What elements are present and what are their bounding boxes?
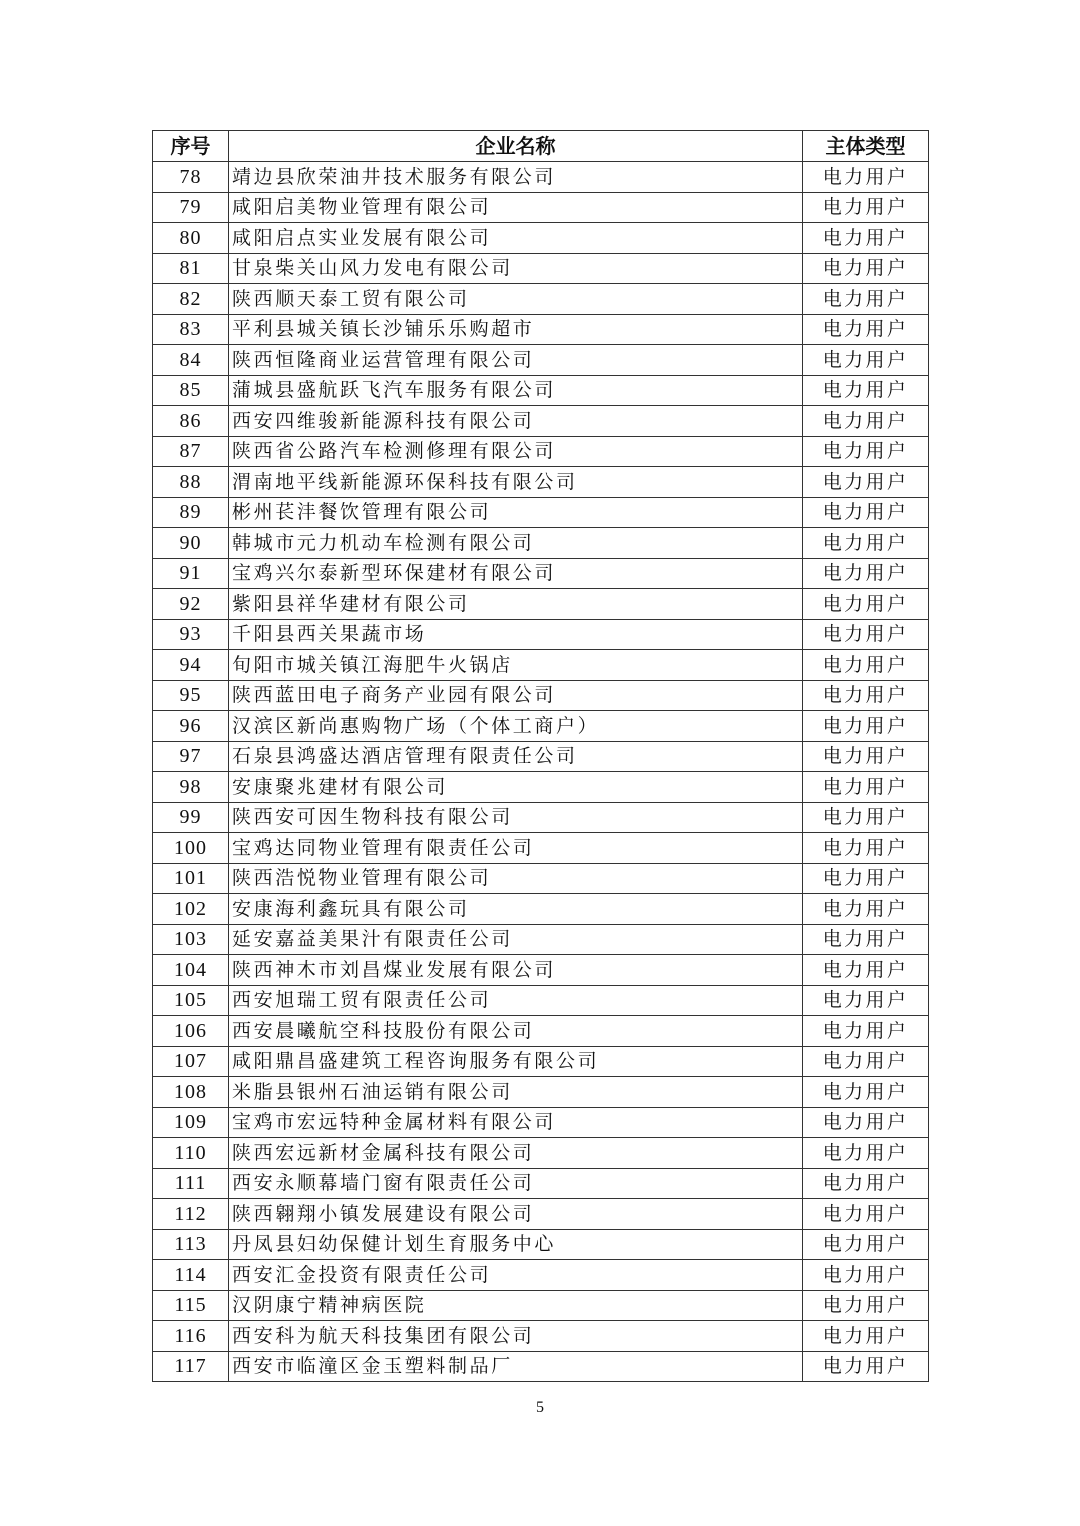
entity-type-cell: 电力用户 bbox=[803, 1229, 929, 1260]
entity-type-cell: 电力用户 bbox=[803, 253, 929, 284]
entity-type-cell: 电力用户 bbox=[803, 863, 929, 894]
serial-number-cell: 81 bbox=[153, 253, 229, 284]
entity-type-cell: 电力用户 bbox=[803, 955, 929, 986]
table-row bbox=[153, 1138, 929, 1169]
entity-type-cell: 电力用户 bbox=[803, 345, 929, 376]
serial-number-cell: 94 bbox=[153, 650, 229, 681]
entity-type-cell: 电力用户 bbox=[803, 284, 929, 315]
entity-type-cell: 电力用户 bbox=[803, 528, 929, 559]
serial-number-cell: 117 bbox=[153, 1351, 229, 1382]
serial-number-cell: 107 bbox=[153, 1046, 229, 1077]
entity-type-cell: 电力用户 bbox=[803, 1107, 929, 1138]
enterprise-name-cell: 西安旭瑞工贸有限责任公司 bbox=[229, 985, 803, 1016]
serial-number-cell: 78 bbox=[153, 162, 229, 193]
serial-number-cell: 84 bbox=[153, 345, 229, 376]
entity-type-cell: 电力用户 bbox=[803, 467, 929, 498]
serial-number-cell: 116 bbox=[153, 1321, 229, 1352]
enterprise-name-cell: 延安嘉益美果汁有限责任公司 bbox=[229, 924, 803, 955]
enterprise-name-cell: 宝鸡达同物业管理有限责任公司 bbox=[229, 833, 803, 864]
enterprise-name-cell: 紫阳县祥华建材有限公司 bbox=[229, 589, 803, 620]
entity-type-cell: 电力用户 bbox=[803, 589, 929, 620]
entity-type-cell: 电力用户 bbox=[803, 406, 929, 437]
entity-type-cell: 电力用户 bbox=[803, 711, 929, 742]
enterprise-name-cell: 韩城市元力机动车检测有限公司 bbox=[229, 528, 803, 559]
serial-number-cell: 100 bbox=[153, 833, 229, 864]
page-number: 5 bbox=[536, 1399, 544, 1416]
enterprise-name-cell: 石泉县鸿盛达酒店管理有限责任公司 bbox=[229, 741, 803, 772]
serial-number-cell: 115 bbox=[153, 1290, 229, 1321]
entity-type-cell: 电力用户 bbox=[803, 924, 929, 955]
enterprise-name-cell: 咸阳启美物业管理有限公司 bbox=[229, 192, 803, 223]
table-row bbox=[153, 1290, 929, 1321]
serial-number-cell: 82 bbox=[153, 284, 229, 315]
table-row bbox=[153, 497, 929, 528]
table-row bbox=[153, 863, 929, 894]
table-row bbox=[153, 467, 929, 498]
entity-type-cell: 电力用户 bbox=[803, 650, 929, 681]
enterprise-name-cell: 陕西宏远新材金属科技有限公司 bbox=[229, 1138, 803, 1169]
serial-number-cell: 91 bbox=[153, 558, 229, 589]
serial-number-cell: 95 bbox=[153, 680, 229, 711]
enterprise-name-cell: 陕西顺天泰工贸有限公司 bbox=[229, 284, 803, 315]
table-row bbox=[153, 711, 929, 742]
enterprise-name-cell: 千阳县西关果蔬市场 bbox=[229, 619, 803, 650]
enterprise-name-cell: 米脂县银州石油运销有限公司 bbox=[229, 1077, 803, 1108]
serial-number-cell: 111 bbox=[153, 1168, 229, 1199]
enterprise-name-cell: 陕西翱翔小镇发展建设有限公司 bbox=[229, 1199, 803, 1230]
enterprise-name-cell: 旬阳市城关镇江海肥牛火锅店 bbox=[229, 650, 803, 681]
enterprise-name-cell: 汉滨区新尚惠购物广场（个体工商户） bbox=[229, 711, 803, 742]
entity-type-cell: 电力用户 bbox=[803, 162, 929, 193]
entity-type-cell: 电力用户 bbox=[803, 1199, 929, 1230]
table-row bbox=[153, 772, 929, 803]
serial-number-cell: 112 bbox=[153, 1199, 229, 1230]
enterprise-name-cell: 靖边县欣荣油井技术服务有限公司 bbox=[229, 162, 803, 193]
serial-number-cell: 92 bbox=[153, 589, 229, 620]
table-row bbox=[153, 375, 929, 406]
serial-number-cell: 79 bbox=[153, 192, 229, 223]
serial-number-cell: 106 bbox=[153, 1016, 229, 1047]
table-row bbox=[153, 253, 929, 284]
table-row bbox=[153, 1046, 929, 1077]
table-header-row bbox=[153, 131, 929, 162]
enterprise-name-cell: 陕西安可因生物科技有限公司 bbox=[229, 802, 803, 833]
table-row bbox=[153, 284, 929, 315]
table-row bbox=[153, 619, 929, 650]
enterprise-name-cell: 宝鸡兴尔泰新型环保建材有限公司 bbox=[229, 558, 803, 589]
serial-number-cell: 85 bbox=[153, 375, 229, 406]
entity-type-cell: 电力用户 bbox=[803, 680, 929, 711]
enterprise-name-cell: 宝鸡市宏远特种金属材料有限公司 bbox=[229, 1107, 803, 1138]
enterprise-name-cell: 安康海利鑫玩具有限公司 bbox=[229, 894, 803, 925]
serial-number-cell: 114 bbox=[153, 1260, 229, 1291]
serial-number-cell: 88 bbox=[153, 467, 229, 498]
entity-type-cell: 电力用户 bbox=[803, 1290, 929, 1321]
table-row bbox=[153, 894, 929, 925]
enterprise-name-cell: 西安永顺幕墙门窗有限责任公司 bbox=[229, 1168, 803, 1199]
enterprise-name-cell: 彬州苌沣餐饮管理有限公司 bbox=[229, 497, 803, 528]
enterprise-name-cell: 西安四维骏新能源科技有限公司 bbox=[229, 406, 803, 437]
entity-type-cell: 电力用户 bbox=[803, 1077, 929, 1108]
entity-type-cell: 电力用户 bbox=[803, 1168, 929, 1199]
entity-type-cell: 电力用户 bbox=[803, 1351, 929, 1382]
enterprise-name-cell: 西安晨曦航空科技股份有限公司 bbox=[229, 1016, 803, 1047]
enterprise-table bbox=[152, 130, 929, 1382]
entity-type-cell: 电力用户 bbox=[803, 772, 929, 803]
entity-type-cell: 电力用户 bbox=[803, 1321, 929, 1352]
enterprise-name-cell: 陕西省公路汽车检测修理有限公司 bbox=[229, 436, 803, 467]
enterprise-name-cell: 咸阳鼎昌盛建筑工程咨询服务有限公司 bbox=[229, 1046, 803, 1077]
header-enterprise-name: 企业名称 bbox=[229, 131, 803, 162]
enterprise-name-cell: 陕西蓝田电子商务产业园有限公司 bbox=[229, 680, 803, 711]
table-row bbox=[153, 558, 929, 589]
table-row bbox=[153, 1229, 929, 1260]
table-row bbox=[153, 589, 929, 620]
entity-type-cell: 电力用户 bbox=[803, 802, 929, 833]
serial-number-cell: 98 bbox=[153, 772, 229, 803]
serial-number-cell: 90 bbox=[153, 528, 229, 559]
entity-type-cell: 电力用户 bbox=[803, 375, 929, 406]
table-row bbox=[153, 1321, 929, 1352]
entity-type-cell: 电力用户 bbox=[803, 1260, 929, 1291]
serial-number-cell: 83 bbox=[153, 314, 229, 345]
entity-type-cell: 电力用户 bbox=[803, 192, 929, 223]
table-row bbox=[153, 1260, 929, 1291]
table-row bbox=[153, 1077, 929, 1108]
enterprise-name-cell: 蒲城县盛航跃飞汽车服务有限公司 bbox=[229, 375, 803, 406]
table-row bbox=[153, 528, 929, 559]
entity-type-cell: 电力用户 bbox=[803, 741, 929, 772]
serial-number-cell: 86 bbox=[153, 406, 229, 437]
table-row bbox=[153, 406, 929, 437]
serial-number-cell: 109 bbox=[153, 1107, 229, 1138]
table-body bbox=[153, 162, 929, 1382]
table-row bbox=[153, 955, 929, 986]
table-row bbox=[153, 1168, 929, 1199]
entity-type-cell: 电力用户 bbox=[803, 619, 929, 650]
entity-type-cell: 电力用户 bbox=[803, 558, 929, 589]
table-row bbox=[153, 985, 929, 1016]
serial-number-cell: 110 bbox=[153, 1138, 229, 1169]
table-row bbox=[153, 1107, 929, 1138]
entity-type-cell: 电力用户 bbox=[803, 894, 929, 925]
table-row bbox=[153, 924, 929, 955]
enterprise-name-cell: 西安汇金投资有限责任公司 bbox=[229, 1260, 803, 1291]
serial-number-cell: 104 bbox=[153, 955, 229, 986]
enterprise-name-cell: 汉阴康宁精神病医院 bbox=[229, 1290, 803, 1321]
enterprise-name-cell: 平利县城关镇长沙铺乐乐购超市 bbox=[229, 314, 803, 345]
serial-number-cell: 96 bbox=[153, 711, 229, 742]
serial-number-cell: 93 bbox=[153, 619, 229, 650]
table-row bbox=[153, 1199, 929, 1230]
serial-number-cell: 80 bbox=[153, 223, 229, 254]
table-row bbox=[153, 436, 929, 467]
serial-number-cell: 108 bbox=[153, 1077, 229, 1108]
serial-number-cell: 97 bbox=[153, 741, 229, 772]
table-row bbox=[153, 1351, 929, 1382]
enterprise-name-cell: 甘泉柴关山风力发电有限公司 bbox=[229, 253, 803, 284]
entity-type-cell: 电力用户 bbox=[803, 223, 929, 254]
table-row bbox=[153, 192, 929, 223]
enterprise-name-cell: 咸阳启点实业发展有限公司 bbox=[229, 223, 803, 254]
enterprise-name-cell: 陕西恒隆商业运营管理有限公司 bbox=[229, 345, 803, 376]
table-row bbox=[153, 162, 929, 193]
entity-type-cell: 电力用户 bbox=[803, 497, 929, 528]
enterprise-name-cell: 西安科为航天科技集团有限公司 bbox=[229, 1321, 803, 1352]
serial-number-cell: 99 bbox=[153, 802, 229, 833]
serial-number-cell: 102 bbox=[153, 894, 229, 925]
table-row bbox=[153, 314, 929, 345]
table-row bbox=[153, 1016, 929, 1047]
table-row bbox=[153, 223, 929, 254]
enterprise-name-cell: 陕西神木市刘昌煤业发展有限公司 bbox=[229, 955, 803, 986]
entity-type-cell: 电力用户 bbox=[803, 436, 929, 467]
table-row bbox=[153, 802, 929, 833]
entity-type-cell: 电力用户 bbox=[803, 1138, 929, 1169]
header-entity-type: 主体类型 bbox=[803, 131, 929, 162]
serial-number-cell: 101 bbox=[153, 863, 229, 894]
serial-number-cell: 113 bbox=[153, 1229, 229, 1260]
enterprise-name-cell: 渭南地平线新能源环保科技有限公司 bbox=[229, 467, 803, 498]
table-row bbox=[153, 650, 929, 681]
table-row bbox=[153, 345, 929, 376]
entity-type-cell: 电力用户 bbox=[803, 985, 929, 1016]
enterprise-name-cell: 西安市临潼区金玉塑料制品厂 bbox=[229, 1351, 803, 1382]
serial-number-cell: 87 bbox=[153, 436, 229, 467]
serial-number-cell: 89 bbox=[153, 497, 229, 528]
enterprise-name-cell: 丹凤县妇幼保健计划生育服务中心 bbox=[229, 1229, 803, 1260]
serial-number-cell: 105 bbox=[153, 985, 229, 1016]
table-row bbox=[153, 741, 929, 772]
entity-type-cell: 电力用户 bbox=[803, 314, 929, 345]
entity-type-cell: 电力用户 bbox=[803, 1046, 929, 1077]
header-serial-number: 序号 bbox=[153, 131, 229, 162]
enterprise-name-cell: 安康聚兆建材有限公司 bbox=[229, 772, 803, 803]
table-row bbox=[153, 680, 929, 711]
entity-type-cell: 电力用户 bbox=[803, 833, 929, 864]
table-row bbox=[153, 833, 929, 864]
serial-number-cell: 103 bbox=[153, 924, 229, 955]
enterprise-name-cell: 陕西浩悦物业管理有限公司 bbox=[229, 863, 803, 894]
entity-type-cell: 电力用户 bbox=[803, 1016, 929, 1047]
